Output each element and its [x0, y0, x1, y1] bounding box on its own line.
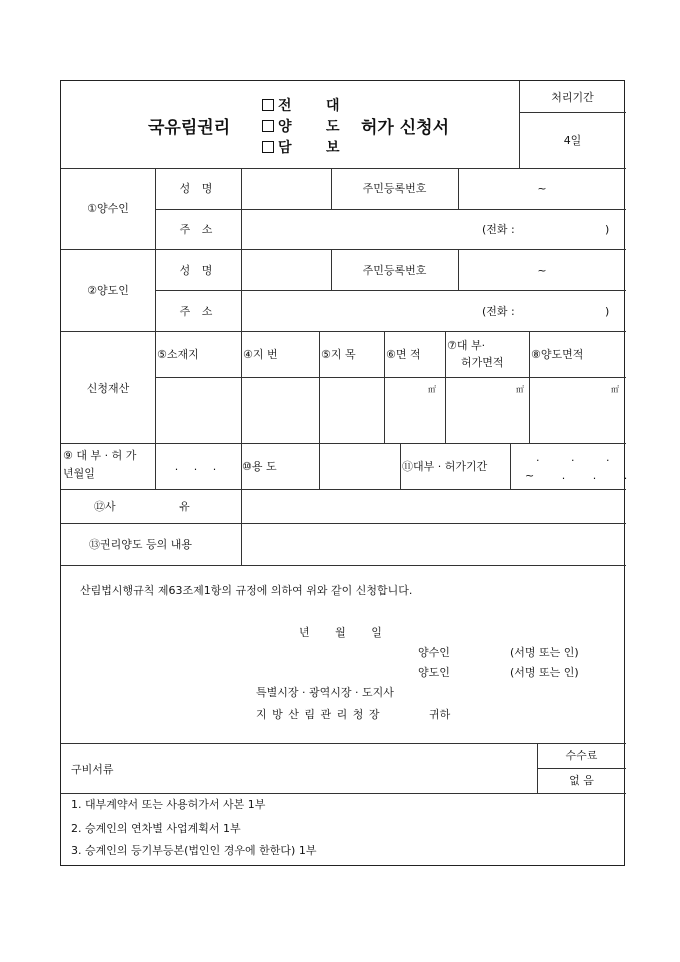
transferee-label: ①양수인	[87, 202, 129, 215]
transferor-phone-close: )	[605, 305, 610, 318]
transferee-phone-close: )	[605, 223, 610, 236]
lease-period-start[interactable]: . . .	[536, 451, 624, 464]
transferor-address-label: 주 소	[179, 305, 217, 318]
recipient-line1: 특별시장 · 광역시장 · 도지사	[256, 686, 394, 699]
recipient-line2: 지 방 산 림 관 리 청 장	[256, 708, 381, 721]
transferee-name-field[interactable]	[242, 169, 331, 209]
fee-value: 없 음	[569, 774, 594, 787]
fee-label: 수수료	[565, 749, 598, 762]
divider	[61, 565, 626, 566]
usage-field[interactable]	[320, 444, 400, 489]
date-line[interactable]: 년 월 일	[299, 626, 382, 639]
transferor-name-field[interactable]	[242, 250, 331, 290]
col-transfer-area: ⑧양도면적	[531, 348, 584, 361]
divider	[400, 443, 401, 489]
transferee-phone-label: (전화 :	[482, 223, 515, 236]
option-transfer-char: 도	[326, 119, 340, 135]
option-collateral-char: 보	[326, 140, 340, 156]
document-item: 3. 승계인의 등기부등본(법인인 경우에 한한다) 1부	[71, 844, 317, 857]
application-form	[60, 80, 640, 866]
processing-value: 4일	[563, 134, 582, 147]
transferor-rrn-field[interactable]: ~	[537, 264, 547, 277]
col-location: ⑤소재지	[157, 348, 199, 361]
transferor-rrn-label: 주민등록번호	[362, 264, 427, 277]
location-field[interactable]	[156, 378, 241, 443]
lease-area-unit: ㎡	[516, 385, 524, 394]
transferor-label: ②양도인	[87, 284, 129, 297]
col-lot-number: ④지 번	[243, 348, 278, 361]
divider	[519, 112, 626, 113]
area-unit: ㎡	[428, 385, 436, 394]
documents-label: 구비서류	[71, 763, 114, 776]
form-title-right: 허가 신청서	[361, 118, 450, 138]
lease-date-label-line2: 년월일	[63, 467, 95, 480]
lease-period-label: ⑪대부 · 허가기간	[402, 460, 488, 473]
processing-label: 처리기간	[551, 91, 594, 104]
transferee-sign-note[interactable]: (서명 또는 인)	[510, 646, 579, 659]
transfer-content-field[interactable]	[242, 524, 626, 565]
divider	[61, 168, 626, 169]
transferee-address-label: 주 소	[179, 223, 217, 236]
transfer-content-label: ⑬권리양도 등의 내용	[89, 538, 193, 551]
form-title-left: 국유림권리	[148, 118, 231, 138]
col-land-category: ⑤지 목	[321, 348, 356, 361]
transferor-phone-label: (전화 :	[482, 305, 515, 318]
reason-label: ⑫사 유	[94, 500, 190, 513]
divider	[537, 768, 626, 769]
document-item: 2. 승계인의 연차별 사업계획서 1부	[71, 822, 241, 835]
transferee-address-field[interactable]	[242, 210, 626, 249]
usage-label: ⑩용 도	[242, 460, 277, 473]
lease-period-end[interactable]: ~ . . .	[525, 469, 640, 482]
land-category-field[interactable]	[320, 378, 384, 443]
reason-field[interactable]	[242, 490, 626, 523]
document-item: 1. 대부계약서 또는 사용허가서 사본 1부	[71, 798, 266, 811]
area-field[interactable]	[385, 378, 445, 443]
transferor-sign-label: 양도인	[418, 666, 450, 679]
divider	[61, 331, 626, 332]
transferor-address-field[interactable]	[242, 291, 626, 331]
transferor-name-label: 성 명	[179, 264, 217, 277]
divider	[510, 443, 511, 489]
col-lease-area-line1: ⑦대 부·	[447, 339, 486, 352]
property-label: 신청재산	[86, 382, 130, 395]
checkbox-icon	[262, 120, 274, 132]
transferee-name-label: 성 명	[179, 182, 217, 195]
lease-date-label-line1: ⑨ 대 부 · 허 가	[63, 449, 137, 462]
transfer-area-unit: ㎡	[611, 385, 619, 394]
transferee-rrn-field[interactable]: ~	[537, 182, 547, 195]
divider	[61, 743, 626, 744]
checkbox-icon	[262, 99, 274, 111]
option-lease[interactable]: 전	[262, 98, 292, 114]
option-collateral[interactable]: 담	[262, 140, 292, 156]
col-lease-area-line2: 허가면적	[461, 356, 504, 369]
divider	[61, 249, 626, 250]
transferor-sign-note[interactable]: (서명 또는 인)	[510, 666, 579, 679]
option-transfer[interactable]: 양	[262, 119, 292, 135]
lot-number-field[interactable]	[242, 378, 319, 443]
declaration-statement: 산림법시행규칙 제63조제1항의 규정에 의하여 위와 같이 신청합니다.	[80, 584, 413, 597]
divider	[61, 793, 626, 794]
lease-date-field[interactable]: . . .	[174, 460, 223, 473]
recipient-suffix: 귀하	[429, 708, 451, 721]
col-area: ⑥면 적	[386, 348, 421, 361]
transferee-sign-label: 양수인	[418, 646, 450, 659]
option-lease-char: 대	[326, 98, 340, 114]
checkbox-icon	[262, 141, 274, 153]
transferee-rrn-label: 주민등록번호	[362, 182, 427, 195]
